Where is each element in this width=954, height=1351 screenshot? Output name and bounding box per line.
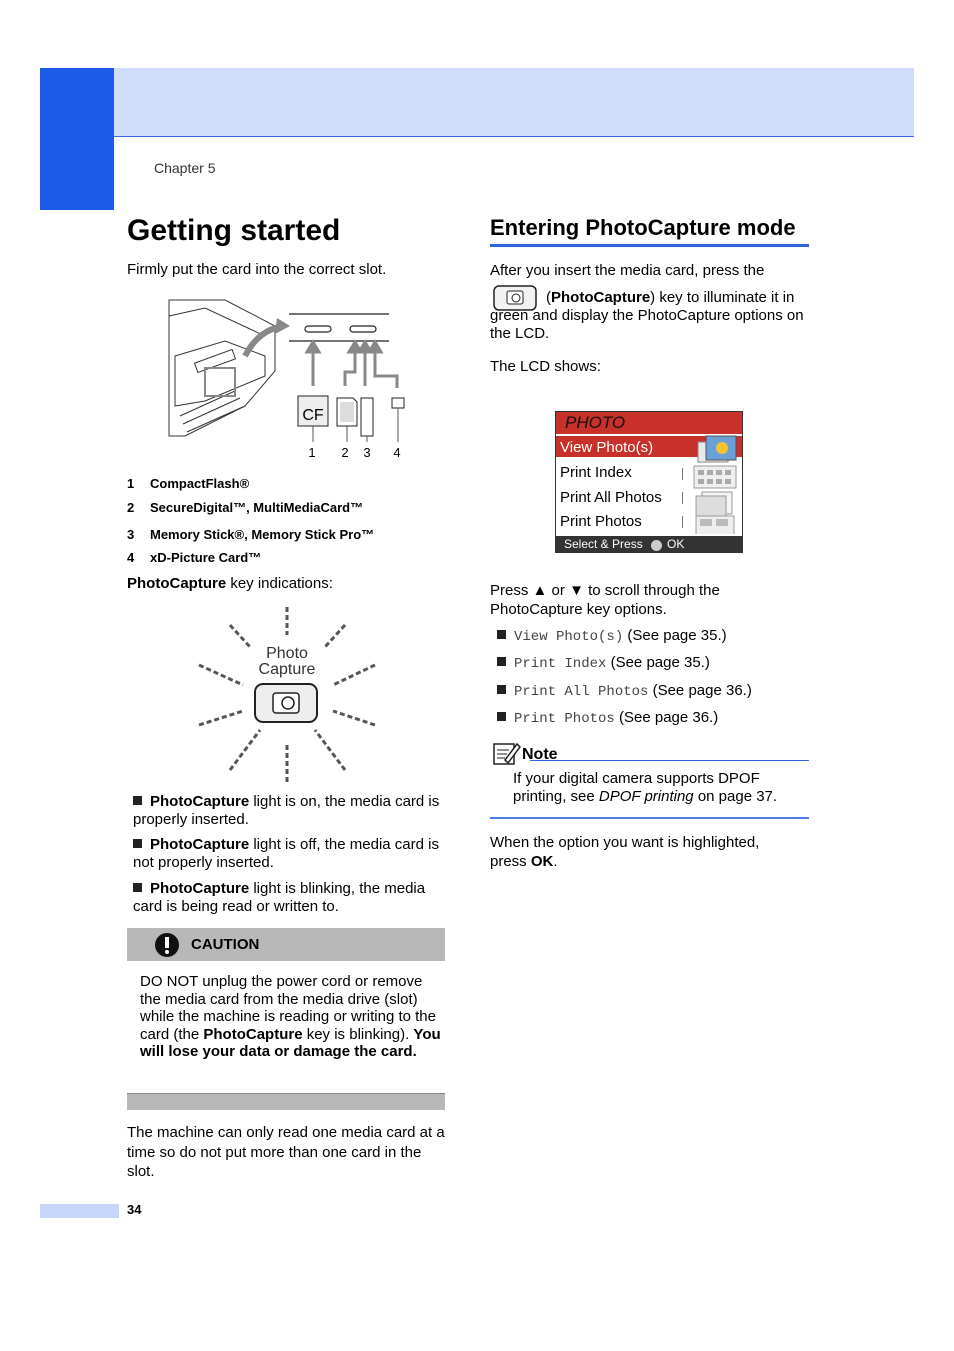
bullet-square-icon (133, 839, 142, 848)
caution-label: CAUTION (191, 936, 260, 953)
lcd-shows-text: The LCD shows: (490, 358, 601, 375)
lcd-item-print-index[interactable]: Print Index (560, 464, 632, 481)
figure-number-4: 4 (393, 445, 401, 460)
final-instruction: When the option you want is highlighted, press OK. (490, 834, 760, 870)
bullet-light-on: PhotoCapture light is on, the media card is properly inserted. (133, 793, 440, 828)
chapter-label: Chapter 5 (154, 160, 216, 176)
option-print-photos: Print Photos (See page 36.) (497, 709, 718, 728)
bullet-square-icon (133, 883, 142, 892)
up-arrow-icon: ▲ (532, 582, 548, 599)
photocapture-key-paragraph: (PhotoCapture) key to illuminate it in green and display the PhotoCapture options on the LCD. (490, 289, 804, 342)
bullet-light-off: PhotoCapture light is off, the media card is not properly inserted. (133, 836, 439, 871)
option-print-all-photos: Print All Photos (See page 36.) (497, 682, 752, 701)
lcd-item-print-all-photos[interactable]: Print All Photos (560, 489, 662, 506)
media-slot-diagram (165, 296, 410, 461)
caution-text: DO NOT unplug the power cord or remove the media card from the media drive (slot) while the machine is reading or writing to the card (the PhotoCapture key is blinking). You will lose your data or damage the card. (140, 973, 441, 1060)
lcd-footer-text: Select & Press (564, 537, 643, 551)
lcd-footer-ok: OK (667, 537, 685, 551)
option-print-index: Print Index (See page 35.) (497, 654, 710, 673)
bullet-square-icon (497, 685, 506, 694)
figure-number-2: 2 (341, 445, 349, 460)
figure-number-1: 1 (308, 445, 316, 460)
page-number: 34 (127, 1202, 142, 1217)
lcd-item-view-photos[interactable]: View Photo(s) (560, 439, 654, 456)
note-text: If your digital camera supports DPOF printing, see DPOF printing on page 37. (513, 770, 778, 805)
key-indications-text: PhotoCapture key indications: (127, 575, 333, 592)
legend-item-2: 2 SecureDigital™, MultiMediaCard™ (127, 500, 364, 515)
legend-item-4: 4 xD-Picture Card™ (127, 550, 262, 565)
legend-item-3: 3 Memory Stick®, Memory Stick Pro™ (127, 527, 375, 542)
note-rule (530, 760, 809, 761)
bullet-light-blinking: PhotoCapture light is blinking, the media card is being read or written to. (133, 880, 426, 915)
figure-number-3: 3 (363, 445, 371, 460)
photocapture-key-illustration (195, 605, 380, 785)
caution-icon (154, 932, 180, 958)
option-view-photos: View Photo(s) (See page 35.) (497, 627, 727, 646)
legend-item-1: 1 CompactFlash® (127, 476, 250, 491)
page-title: Getting started (127, 214, 341, 247)
chapter-tab (40, 68, 114, 210)
bullet-square-icon (497, 657, 506, 666)
lcd-item-print-photos[interactable]: Print Photos (560, 513, 642, 530)
ok-button-icon (651, 540, 662, 551)
lcd-display (555, 411, 743, 553)
intro-paragraph: After you insert the media card, press the (490, 262, 765, 279)
section-title: Entering PhotoCapture mode (490, 215, 809, 247)
caution-footer (127, 1093, 445, 1110)
header-band (40, 68, 914, 137)
note-label: Note (522, 746, 558, 763)
bullet-square-icon (133, 796, 142, 805)
bullet-square-icon (497, 630, 506, 639)
lcd-header: PHOTO (565, 413, 626, 432)
note-icon (493, 740, 521, 766)
note-bottom-rule (490, 817, 809, 819)
page-number-bar (40, 1204, 119, 1218)
scroll-instruction: Press ▲ or ▼ to scroll through the PhotoCapture key options. (490, 582, 720, 618)
closing-text: The machine can only read one media card at a time so do not put more than one card in the slot. (127, 1124, 445, 1180)
capture-label: Capture (258, 661, 316, 678)
photo-label: Photo (266, 645, 308, 662)
lcd-thumbnails-icon (692, 434, 740, 534)
down-arrow-icon: ▼ (569, 582, 584, 599)
bullet-square-icon (497, 712, 506, 721)
intro-text: Firmly put the card into the correct slot. (127, 261, 387, 278)
cf-card-label: CF (302, 407, 324, 424)
